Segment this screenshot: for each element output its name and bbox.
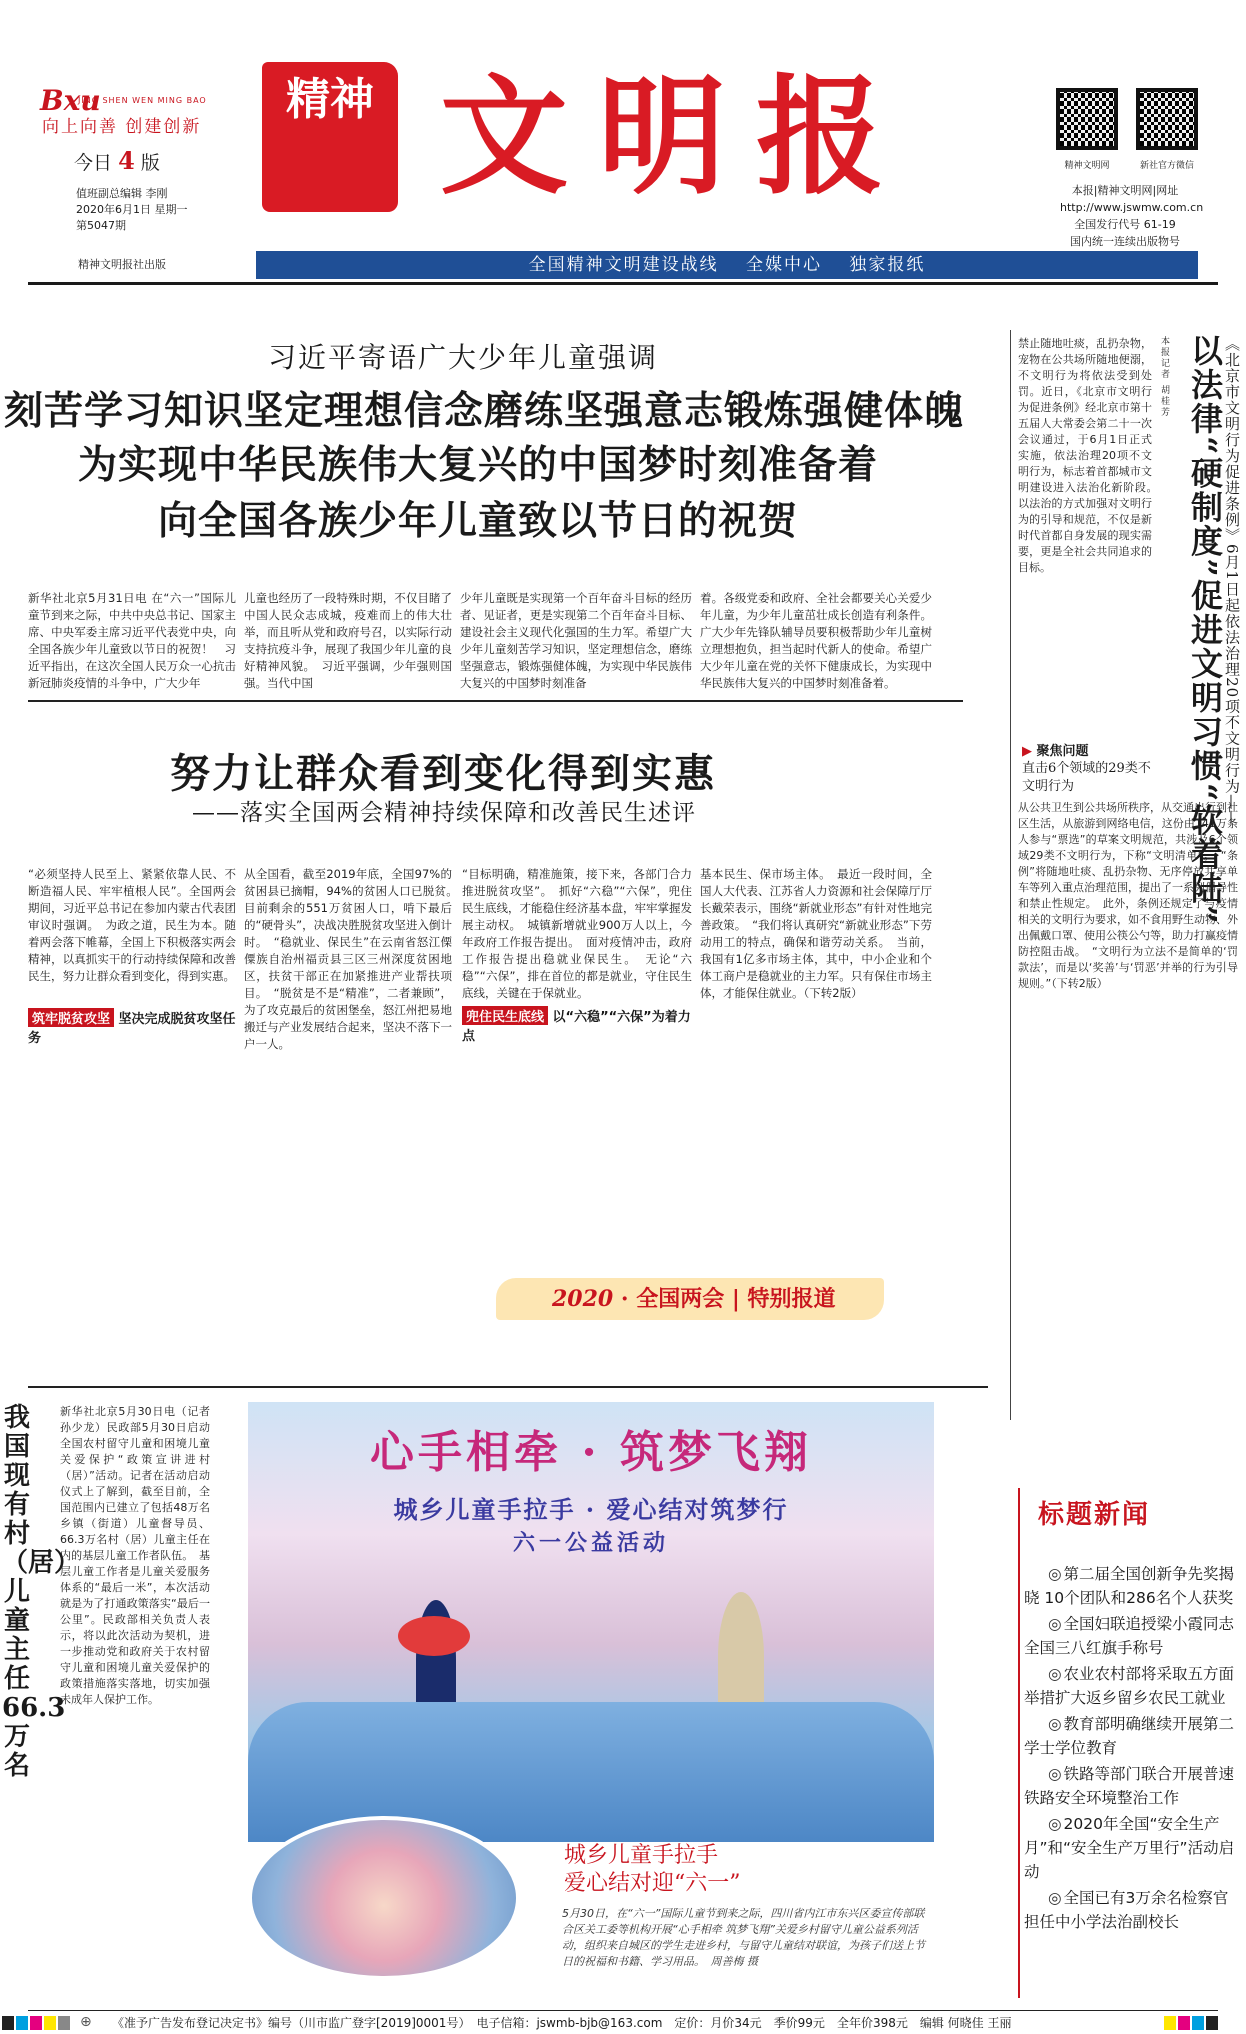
second-body-col: 基本民生、保市场主体。 最近一段时间，全国人大代表、江苏省人力资源和社会保障厅厅长戴荣表示，围绕“新就业形态”有针对性地完善政策。 “我们将认真研究“新就业形态”下劳动用工的特点，确保和谐劳动关系。 当前，我国有1亿多市场主体，其中，中小企业和个体工商户是稳就业的主力军。只有保住市场主体，才能保住就业。（下转2版） [700, 867, 932, 1000]
lead-headline-line[interactable]: 向全国各族少年儿童致以节日的祝贺 [158, 498, 799, 544]
bar-item: 独家报纸 [849, 255, 926, 275]
focus-heading: ▶ 聚焦问题 [1022, 744, 1089, 759]
color-swatch [2, 2016, 14, 2030]
issue-meta [76, 186, 188, 234]
bar-item: 全国精神文明建设战线 [528, 255, 719, 275]
headline-item[interactable]: ◎ 铁路等部门联合开展普速铁路安全环境整治工作 [1024, 1762, 1240, 1810]
event-photo[interactable] [248, 1402, 934, 1842]
editor-on-duty: 值班副总编辑 李刚 [76, 187, 168, 200]
lead-headline-line[interactable]: 为实现中华民族伟大复兴的中国梦时刻准备着 [78, 442, 879, 488]
color-swatch [16, 2016, 28, 2030]
masthead-bar [256, 251, 1198, 279]
color-swatch [1178, 2016, 1190, 2030]
publisher: 精神文明报社出版 [78, 258, 166, 271]
subhead-tag: 兜住民生底线 [462, 1006, 548, 1025]
slogan: 向上向善 创建创新 [42, 117, 202, 137]
inset-photo[interactable] [248, 1816, 520, 1980]
qr-code-website[interactable] [1056, 88, 1118, 150]
newspaper-title: 文明报 [440, 62, 915, 212]
footer-info: 《准予广告发布登记决定书》编号（川市监广登字[2019]0001号） 电子信箱：jswmb-bjb@163.com 定价：月价34元 季价99元 全年价398元 编辑 何晓佳 王丽 [112, 2016, 1012, 2030]
issue-date: 2020年6月1日 星期一 [76, 203, 188, 216]
headlines-box-title: 标题新闻 [1038, 1500, 1151, 1530]
lead-kicker: 习近平寄语广大少年儿童强调 [268, 341, 659, 374]
column-divider [1010, 330, 1011, 1420]
fan-prop [398, 1616, 470, 1656]
section-divider [28, 1386, 988, 1388]
publication-info: 本报|精神文明网|网址 http://www.jswmw.com.cn 全国发行代号 61-19 国内统一连续出版物号 [1060, 184, 1204, 248]
headline-item[interactable]: ◎ 全国已有3万余名检察官担任中小学法治副校长 [1024, 1886, 1240, 1934]
photo-banner-title: 心手相牵 · 筑梦飞翔 [370, 1427, 812, 1478]
headline-item[interactable]: ◎ 教育部明确继续开展第二学士学位教育 [1024, 1712, 1240, 1760]
section-subhead: 兜住民生底线 以“六稳”“六保”为着力点 [462, 1006, 692, 1044]
brand-mark: Bxu [40, 84, 101, 117]
issue-number: 第5047期 [76, 219, 126, 232]
lead-body-col: 少年儿童既是实现第一个百年奋斗目标的经历者、见证者，更是实现第二个百年奋斗目标、建设社会主义现代化强国的生力军。希望广大少年儿童刻苦学习知识，坚定理想信念，磨练坚强意志，锻炼强健体魄，为实现中华民族伟大复兴的中国梦时刻准备 [460, 591, 692, 690]
second-body-col: 从全国看，截至2019年底，全国97%的贫困县已摘帽，94%的贫困人口已脱贫。 目前剩余的551万贫困人口，啃下最后的“硬骨头”，决战决胜脱贫攻坚进入倒计时。 “稳就业、保民生”在云南省怒江傈僳族自治州福贡县三区三州深度贫困地区，扶贫干部正在加紧推进产业帮扶项目。 “脱贫是不是“精准”，二者兼顾”，为了攻克最后的贫困堡垒，怒江州把易地搬迁与产业发展结合起来，坚决不落下一户一人。 [244, 867, 464, 1051]
bar-item: 全媒中心 [746, 255, 822, 275]
right-headline[interactable]: 以法律“硬制度”促进文明习惯“软着陆” [1186, 334, 1224, 926]
special-report-banner: 2020 · 全国两会 | 特别报道 [496, 1278, 884, 1320]
photo-caption-title: 城乡儿童手拉手 爱心结对迎“六一” [564, 1843, 741, 1896]
photo-caption-body: 5月30日，在“六一”国际儿童节到来之际，四川省内江市东兴区委宣传部联合区关工委等机构开展“心手相牵 筑梦飞翔”关爱乡村留守儿童公益系列活动，组织来自城区的学生走进乡村，与留守儿童结对联谊，为孩子们送上节日的祝福和书籍、学习用品。 周善梅 摄 [562, 1907, 925, 1968]
right-byline: 本报记者 胡桂芳 [1159, 336, 1169, 418]
focus-subheading: 直击6个领域的29类不文明行为 [1022, 761, 1151, 794]
color-swatch [58, 2016, 70, 2030]
lead-body-col: 儿童也经历了一段特殊时期，不仅目睹了中国人民众志成城，疫难而上的伟大壮举，而且听从党和政府号召，以实际行动支持抗疫斗争，展现了我国少年儿童的良好精神风貌。 习近平强调，少年强则国强。当代中国 [244, 591, 452, 690]
headline-item[interactable]: ◎ 第二届全国创新争先奖揭晓 10个团队和286名个人获奖 [1024, 1562, 1240, 1610]
color-swatch [30, 2016, 42, 2030]
brand-pinyin: JING SHEN WEN MING BAO [78, 96, 207, 105]
masthead-divider [28, 282, 1218, 285]
second-body-col: “目标明确，精准施策，接下来，各部门合力推进脱贫攻坚”。 抓好“六稳”“六保”，兜住民生底线，才能稳住经济基本盘，牢牢掌握发展主动权。 城镇新增就业900万人以上，今年政府工作报告提出。 面对疫情冲击，政府工作报告提出稳就业保民生。 无论“六稳”“六保”，排在首位的都是就业，守住民生底线，关键在于保就业。 [462, 867, 692, 1000]
lead-body-col: 着。各级党委和政府、全社会都要关心关爱少年儿童，为少年儿童茁壮成长创造有利条件。广大少年先锋队辅导员要积极帮助少年儿童树立理想抱负，担当起时代新人的使命。希望广大少年儿童在党的关怀下健康成长，为实现中华民族伟大复兴的中国梦时刻准备着。 [700, 591, 932, 690]
vertical-headline[interactable]: 我国现有村（居）儿童主任66.3万名 [2, 1403, 81, 1781]
lower-body: 新华社北京5月30日电（记者 孙少龙）民政部5月30日启动全国农村留守儿童和困境儿童关爱保护“政策宣讲进村（居）”活动。记者在活动启动仪式上了解到，截至目前，全国范围内已建立了包括48万名乡镇（街道）儿童督导员、66.3万名村（居）儿童主任在内的基层儿童工作者队伍。 基层儿童工作者是儿童关爱服务体系的“最后一米”，本次活动就是为了打通政策落实“最后一公里”。民政部相关负责人表示，将以此次活动为契机，进一步推动党和政府关于农村留守儿童和困境儿童关爱保护的政策措施落实落地，切实加强未成年人保护工作。 [60, 1405, 210, 1706]
headline-item[interactable]: ◎ 农业农村部将采取五方面举措扩大返乡留乡农民工就业 [1024, 1662, 1240, 1710]
right-body-bottom: 从公共卫生到公共场所秩序，从交通出行到社区生活，从旅游到网络电信，这份由141万条人参与“票选”的草案文明规范，共涉及6个领域29类不文明行为，下称“文明清单”。 “条例”将随地吐痰、乱扔杂物、无序停放共享单车等列入重点治理范围，提出了一系列倡导性和禁止性规定。 此外，条例还规定了与疫情相关的文明行为要求，如不食用野生动物、外出佩戴口罩、使用公筷公勺等，助力打赢疫情防控阻击战。 “文明行为立法不是简单的‘罚款法’，而是以‘奖善’与‘罚恶’并举的行为引导规则。”（下转2版） [1018, 801, 1238, 990]
color-swatch [44, 2016, 56, 2030]
website-link[interactable]: http://www.jswmw.com.cn [1060, 201, 1204, 214]
color-swatch [1164, 2016, 1176, 2030]
photo-banner-subtitle: 城乡儿童手拉手 · 爱心结对筑梦行 [393, 1495, 789, 1524]
seal-logo: 精神 [262, 62, 398, 212]
headline-item[interactable]: ◎ 2020年全国“安全生产月”和“安全生产万里行”活动启动 [1024, 1812, 1240, 1884]
right-subtitle: 《北京市文明行为促进条例》6月1日起依法治理20项不文明行为—— [1223, 336, 1241, 827]
play-icon: ▶ [1022, 744, 1032, 759]
color-swatch [1206, 2016, 1218, 2030]
lead-headline-line[interactable]: 刻苦学习知识坚定理想信念磨练坚强意志锻炼强健体魄 [4, 388, 965, 434]
section-divider [28, 700, 963, 702]
today-pages: 今日 4 版 [74, 146, 160, 175]
registration-mark: ⊕ [80, 2014, 92, 2030]
headlines-list [1024, 1562, 1240, 1936]
second-body-col: “必须坚持人民至上、紧紧依靠人民、不断造福人民、牢牢植根人民”。全国两会期间，习近平总书记在参加内蒙古代表团审议时强调。 为政之道，民生为本。随着两会落下帷幕，全国上下积极落实两会精神，以真抓实干的行动持续保障和改善民生，努力让群众看到变化，得到实惠。 [28, 867, 236, 983]
qr-caption-website: 精神文明网 [1064, 161, 1110, 171]
qr-code-wechat[interactable] [1136, 88, 1198, 150]
right-body-top: 禁止随地吐痰，乱扔杂物，宠物在公共场所随地便溺，不文明行为将依法受到处罚。近日，《北京市文明行为促进条例》经北京市第十五届人大常委会第二十一次会议通过，于6月1日正式实施，依法治理20项不文明行为，标志着首都城市文明建设进入法治化新阶段。 以法治的方式加强对文明行为的引导和规范，不仅是新时代首都自身发展的现实需要，更是全社会共同追求的目标。 [1018, 337, 1163, 574]
photo-banner-event: 六一公益活动 [512, 1530, 669, 1556]
second-headline[interactable]: 努力让群众看到变化得到实惠 [170, 750, 716, 797]
footer-divider [28, 2010, 1218, 2011]
color-swatch [1192, 2016, 1204, 2030]
subhead-tag: 筑牢脱贫攻坚 [28, 1008, 114, 1027]
lead-body-col: 新华社北京5月31日电 在“六一”国际儿童节到来之际，中共中央总书记、国家主席、中央军委主席习近平代表党中央，向全国各族少年儿童致以节日的祝贺！ 习近平指出，在这次全国人民万众一心抗击新冠肺炎疫情的斗争中，广大少年 [28, 591, 236, 690]
qr-caption-wechat: 新社官方微信 [1139, 161, 1194, 171]
second-subtitle: ——落实全国两会精神持续保障和改善民生述评 [192, 800, 696, 826]
headline-item[interactable]: ◎ 全国妇联追授梁小霞同志全国三八红旗手称号 [1024, 1612, 1240, 1660]
section-subhead: 筑牢脱贫攻坚 坚决完成脱贫攻坚任务 [28, 1008, 236, 1046]
